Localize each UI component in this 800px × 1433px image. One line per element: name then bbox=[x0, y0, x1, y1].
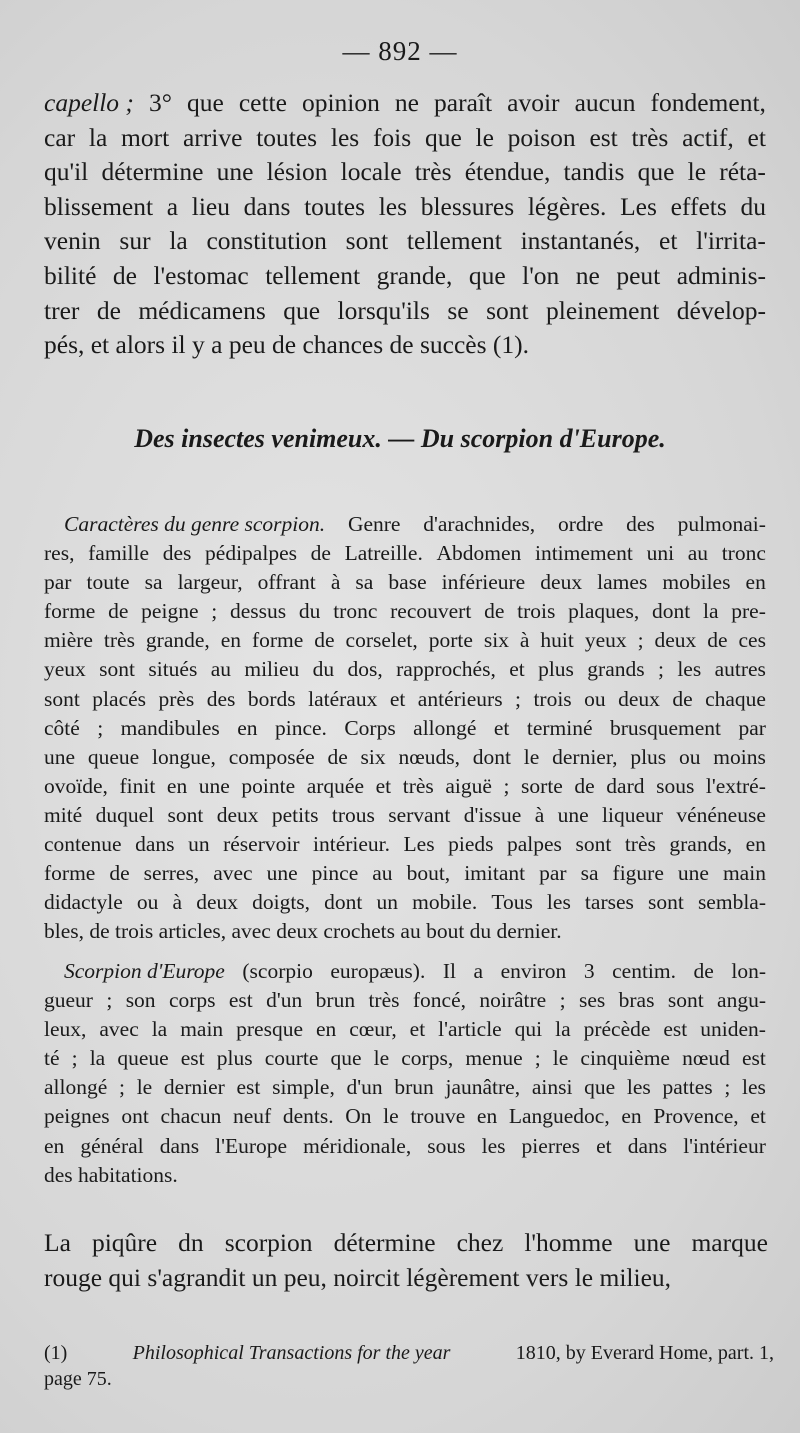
text-line: res, famille des pédipalpes de Latreille. Abdomen intimement uni au tronc bbox=[44, 541, 766, 566]
text-line: Scorpion d'Europe (scorpio europæus). Il a environ 3 centim. de lon- bbox=[64, 959, 766, 983]
text-line: mité duquel sont deux petits trous servant d'issue à une liqueur vénéneuse bbox=[44, 802, 766, 827]
text-line: pés, et alors il y a peu de chances de succès (1). bbox=[44, 330, 530, 360]
text-line: La piqûre dn scorpion détermine chez l'homme une marque bbox=[44, 1228, 768, 1257]
text-line: capello ; 3° que cette opinion ne paraît avoir aucun fondement, bbox=[44, 88, 766, 117]
text-line: ovoïde, finit en une pointe arquée et très aiguë ; sorte de dard sous l'extré- bbox=[44, 773, 766, 798]
text-line: Caractères du genre scorpion. Genre d'arachnides, ordre des pulmonai- bbox=[64, 512, 766, 536]
footnote-source-title: Philosophical Transactions for the year bbox=[132, 1342, 451, 1364]
paragraph-continuation bbox=[44, 86, 766, 363]
text-line: des habitations. bbox=[44, 1162, 178, 1187]
text-line: didactyle ou à deux doigts, dont un mobile. Tous les tarses sont sembla- bbox=[44, 890, 766, 915]
text-line: bilité de l'estomac tellement grande, que l'on ne peut adminis- bbox=[44, 260, 766, 290]
text-line: bles, de trois articles, avec deux crochets au bout du dernier. bbox=[44, 919, 562, 944]
text-line: car la mort arrive toutes les fois que le poison est très actif, et bbox=[44, 122, 766, 152]
text-line: peignes ont chacun neuf dents. On le trouve en Languedoc, en Provence, et bbox=[44, 1104, 766, 1129]
text-line: côté ; mandibules en pince. Corps allongé et terminé brusquement par bbox=[44, 715, 766, 740]
text-line: blissement a lieu dans toutes les blessures légères. Les effets du bbox=[44, 191, 766, 221]
text-line: allongé ; le dernier est simple, d'un brun jaunâtre, ainsi que les pattes ; les bbox=[44, 1075, 766, 1100]
text-line: forme de peigne ; dessus du tronc recouvert de trois plaques, dont la pre- bbox=[44, 599, 766, 624]
text-line: trer de médicamens que lorsqu'ils se sont pleinement dévelop- bbox=[44, 295, 766, 325]
footnote bbox=[44, 1340, 774, 1392]
text-line: une queue longue, composée de six nœuds, dont le dernier, plus ou moins bbox=[44, 744, 766, 769]
text-line: gueur ; son corps est d'un brun très foncé, noirâtre ; ses bras sont angu- bbox=[44, 988, 766, 1013]
text-line: yeux sont situés au milieu du dos, rapprochés, et plus grands ; les autres bbox=[44, 657, 766, 682]
text-line: leux, avec la main presque en cœur, et l'article qui la précède est uniden- bbox=[44, 1017, 766, 1042]
text-line: té ; la queue est plus courte que le corps, menue ; le cinquième nœud est bbox=[44, 1046, 766, 1071]
text-line: mière très grande, en forme de corselet, porte six à huit yeux ; deux de ces bbox=[44, 628, 766, 653]
footnote-marker: (1) bbox=[44, 1342, 68, 1364]
text-line: sont placés près des bords latéraux et antérieurs ; trois ou deux de chaque bbox=[44, 686, 766, 711]
text-line: forme de serres, avec une pince au bout, imitant par sa figure une main bbox=[44, 861, 766, 886]
paragraph-sting-effects bbox=[44, 1226, 768, 1295]
text-line: en général dans l'Europe méridionale, sous les pierres et dans l'intérieur bbox=[44, 1133, 766, 1158]
text-line: qu'il détermine une lésion locale très étendue, tandis que le réta- bbox=[44, 157, 766, 187]
text-line: venin sur la constitution sont tellement instantanés, et l'irrita- bbox=[44, 226, 766, 256]
paragraph-species-description bbox=[44, 957, 766, 1190]
text-line: contenue dans un réservoir intérieur. Les pieds palpes sont très grands, en bbox=[44, 832, 766, 857]
footnote-source-details: 1810, by Everard Home, part. 1, bbox=[515, 1342, 774, 1364]
page-number: — 892 — bbox=[342, 36, 458, 66]
text-line: par toute sa largeur, offrant à sa base inférieure deux lames mobiles en bbox=[44, 570, 766, 595]
text-line: rouge qui s'agrandit un peu, noircit légèrement vers le milieu, bbox=[44, 1262, 672, 1292]
footnote-line-1 bbox=[44, 1340, 774, 1366]
section-heading: Des insectes venimeux. — Du scorpion d'Europe. bbox=[134, 424, 666, 453]
paragraph-genus-characters bbox=[44, 510, 766, 946]
footnote-line-2: page 75. bbox=[44, 1368, 112, 1390]
